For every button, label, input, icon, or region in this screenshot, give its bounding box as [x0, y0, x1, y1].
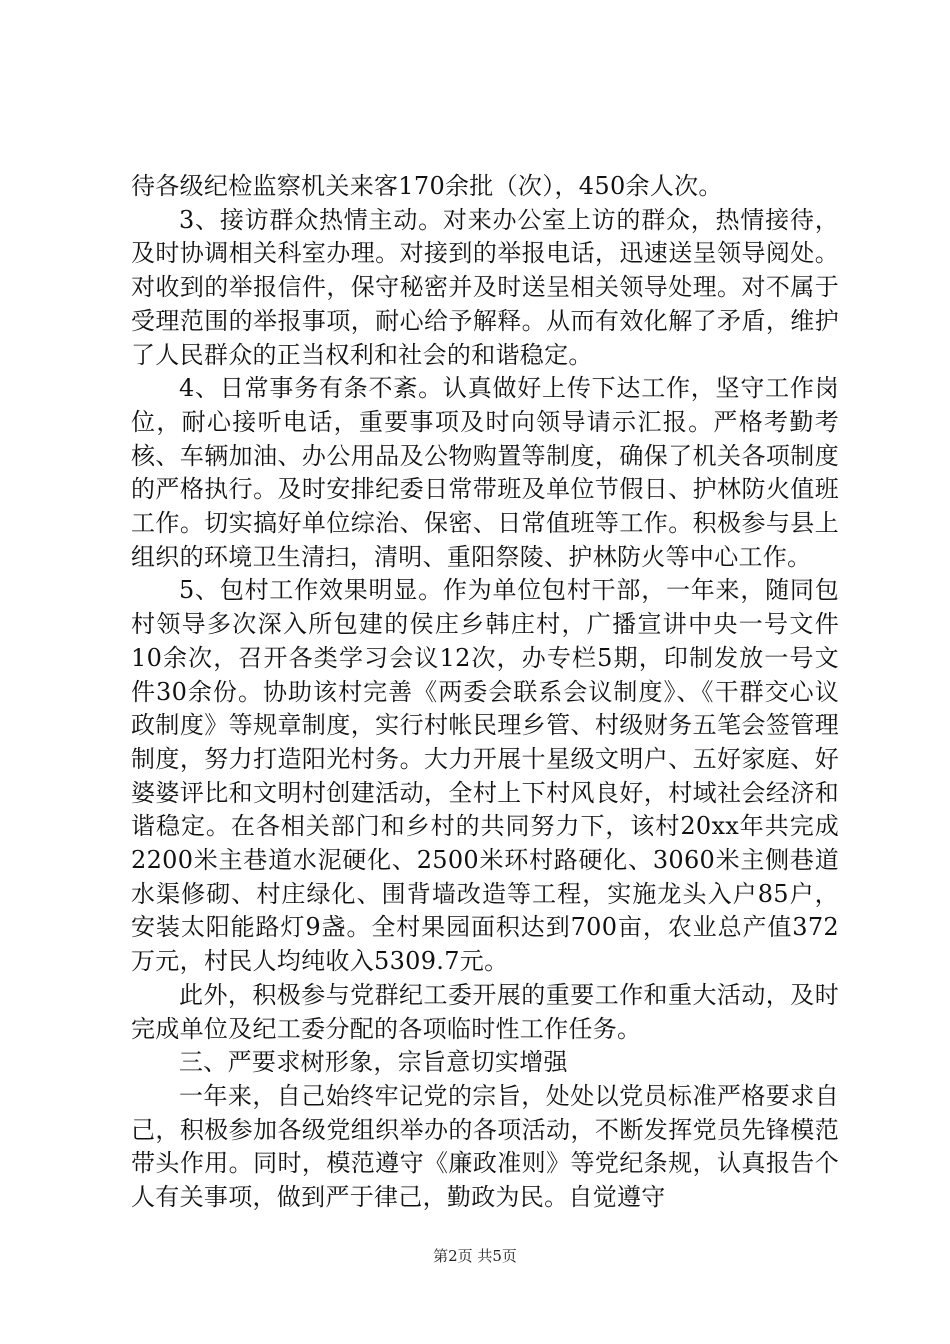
- paragraph-item-3: 3、接访群众热情主动。对来办公室上访的群众，热情接待，及时协调相关科室办理。对接到的举报电话，迅速送呈领导阅处。对收到的举报信件，保守秘密并及时送呈相关领导处理。对不属于受理范围的举报事项，耐心给予解释。从而有效化解了矛盾，维护了人民群众的正当权利和社会的和谐稳定。: [131, 205, 839, 369]
- document-body: [131, 170, 839, 1215]
- paragraph-additional: 此外，积极参与党群纪工委开展的重要工作和重大活动，及时完成单位及纪工委分配的各项临时性工作任务。: [131, 980, 839, 1043]
- paragraph-section-3: 一年来，自己始终牢记党的宗旨，处处以党员标准严格要求自己，积极参加各级党组织举办的各项活动，不断发挥党员先锋模范带头作用。同时，模范遵守《廉政准则》等党纪条规，认真报告个人有关事项，做到严于律己，勤政为民。自觉遵守: [131, 1081, 839, 1212]
- page-footer: 第2页 共5页: [433, 1247, 517, 1265]
- paragraph-item-4: 4、日常事务有条不紊。认真做好上传下达工作，坚守工作岗位，耐心接听电话，重要事项及时向领导请示汇报。严格考勤考核、车辆加油、办公用品及公物购置等制度，确保了机关各项制度的严格执行。及时安排纪委日常带班及单位节假日、护林防火值班工作。切实搞好单位综治、保密、日常值班等工作。积极参与县上组织的环境卫生清扫，清明、重阳祭陵、护林防火等中心工作。: [131, 374, 839, 571]
- paragraph-continued: 待各级纪检监察机关来客170余批（次），450余人次。: [131, 172, 723, 200]
- section-heading-3: 三、严要求树形象，宗旨意切实增强: [179, 1048, 568, 1077]
- paragraph-item-5: 5、包村工作效果明显。作为单位包村干部，一年来，随同包村领导多次深入所包建的侯庄乡韩庄村，广播宣讲中央一号文件10余次，召开各类学习会议12次，办专栏5期，印制发放一号文件30余份。协助该村完善《两委会联系会议制度》、《干群交心议政制度》等规章制度，实行村帐民理乡管、村级财务五笔会签管理制度，努力打造阳光村务。大力开展十星级文明户、五好家庭、好婆婆评比和文明村创建活动，全村上下村风良好，村域社会经济和谐稳定。在各相关部门和乡村的共同努力下，该村20xx年共完成2200米主巷道水泥硬化、2500米环村路硬化、3060米主侧巷道水渠修砌、村庄绿化、围背墙改造等工程，实施龙头入户85户，安装太阳能路灯9盏。全村果园面积达到700亩，农业总产值372万元，村民人均纯收入5309.7元。: [131, 576, 839, 976]
